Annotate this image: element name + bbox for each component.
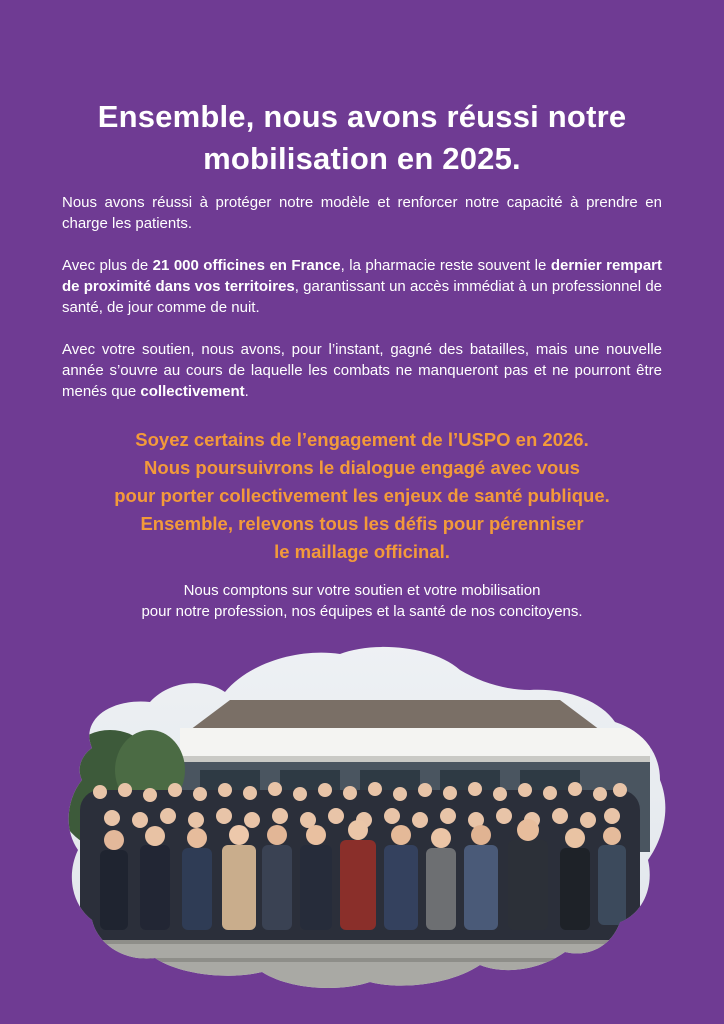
highlight-line-3: pour porter collectivement les enjeux de santé publique. [114, 485, 610, 506]
title-line-1: Ensemble, nous avons réussi notre [97, 99, 627, 134]
group-photo [0, 640, 724, 1010]
bold-officines: 21 000 officines en France [152, 257, 341, 274]
highlight-message [40, 426, 684, 566]
closing-message [40, 580, 684, 622]
highlight-line-4: Ensemble, relevons tous les défis pour pérenniser [140, 513, 584, 534]
bold-collectivement: collectivement [140, 383, 245, 400]
paragraph-3: Avec votre soutien, nous avons, pour l’instant, gagné des batailles, mais une nouvelle année s’ouvre au cours de laquelle les combats ne manqueront pas et ne pourront être menés que collectivement. [62, 341, 662, 400]
title-line-2: mobilisation en 2025. [203, 141, 521, 176]
paragraph-1: Nous avons réussi à protéger notre modèle et renforcer notre capacité à prendre en charge les patients. [62, 194, 662, 232]
closing-line-1: Nous comptons sur votre soutien et votre mobilisation [183, 582, 541, 599]
highlight-line-1: Soyez certains de l’engagement de l’USPO en 2026. [135, 429, 589, 450]
paragraph-2: Avec plus de 21 000 officines en France, la pharmacie reste souvent le dernier rempart de proximité dans vos territoires, garantissant un accès immédiat à un professionnel de santé, de jour comme de nuit. [62, 257, 662, 316]
page-title [40, 96, 684, 180]
highlight-line-5: le maillage officinal. [274, 541, 450, 562]
highlight-line-2: Nous poursuivrons le dialogue engagé avec vous [144, 457, 580, 478]
bold-rempart: dernier rempart de proximité dans vos territoires [62, 257, 662, 295]
closing-line-2: pour notre profession, nos équipes et la santé de nos concitoyens. [141, 603, 583, 620]
